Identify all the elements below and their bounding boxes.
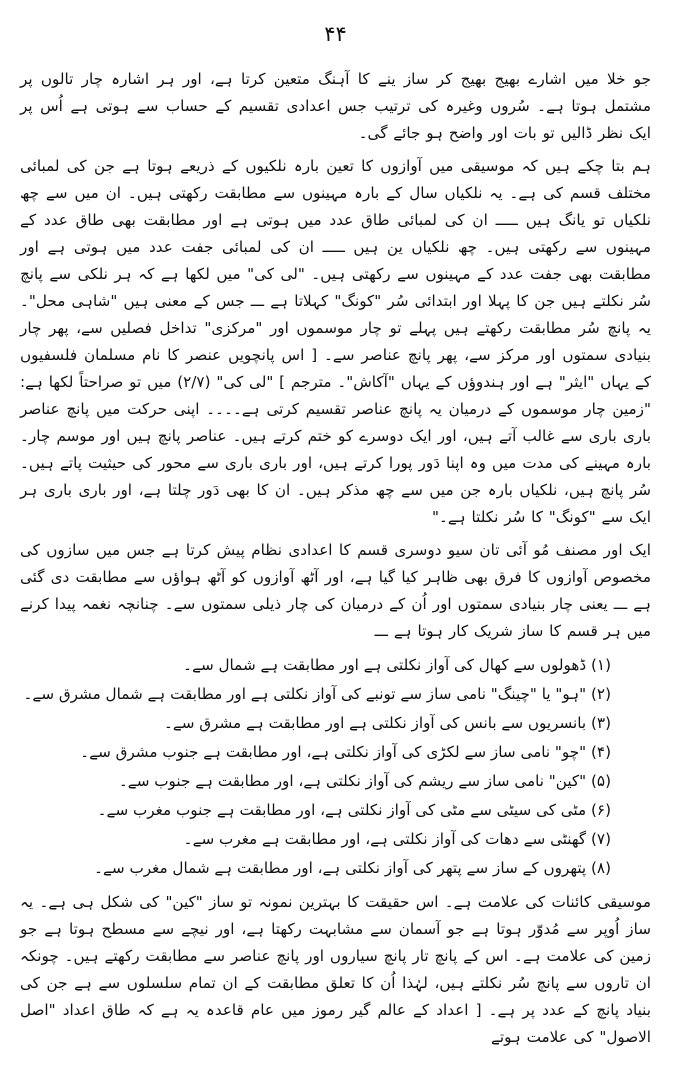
page-number: ۴۴ bbox=[324, 22, 347, 46]
paragraph: ایک اور مصنف مُو آئی تان سیو دوسری قسم کا اعدادی نظام پیش کرتا ہے جس میں سازوں کی مخصوص آوازوں کا فرق بھی ظاہر کیا گیا ہے، اور آٹھ آوازوں کو آٹھ ہواؤں سے مطابقت دی گئی ہے ـــ یعنی چار بنیادی سمتوں اور اُن کے درمیان کی چار ذیلی سمتوں سے۔ چنانچہ نغمہ پیدا کرنے میں ہر قسم کا ساز شریک کار ہوتا ہے ـــ bbox=[20, 541, 651, 640]
list-item: (۳) بانسریوں سے بانس کی آواز نکلتی ہے اور مطابقت ہے مشرق سے۔ bbox=[163, 714, 611, 732]
list-item: (۱) ڈھولوں سے کھال کی آواز نکلتی ہے اور مطابقت ہے شمال سے۔ bbox=[183, 656, 611, 674]
list-item: (۶) مٹی کی سیٹی سے مٹی کی آواز نکلتی ہے، اور مطابقت ہے جنوب مغرب سے۔ bbox=[97, 801, 611, 819]
paragraph: جو خلا میں اشارے بھیج بھیج کر ساز ینے کا آہنگ متعین کرتا ہے، اور ہر اشارہ چار تالوں پر مشتمل ہوتا ہے۔ سُروں وغیرہ کی ترتیب جس اعدادی تقسیم کے حساب سے ہوتی ہے اُس پر ایک نظر ڈالیں تو بات اور واضح ہو جائے گی۔ bbox=[20, 70, 651, 142]
closing-paragraph: موسیقی کائنات کی علامت ہے۔ اس حقیقت کا بہترین نمونہ تو ساز "کین" کی شکل ہی ہے۔ یہ ساز اُوپر سے مُدوّر ہوتا ہے جو آسمان سے مشابہت رکھتا ہے، اور نیچے سے مسطح ہوتا ہے جو زمین کی علامت ہے۔ اس کے پانچ تار پانچ سیاروں اور پانچ عناصر سے مطابقت رکھتے ہیں۔ چونکہ ان تاروں سے پانچ سُر نکلتے ہیں، لہٰذا اُن کا تعلق مطابقت کے ان تمام سلسلوں سے ہے جن کی بنیاد پانچ کے عدد پر ہے۔ [ اعداد کے عالم گیر رموز میں عام قاعدہ یہ ہے کہ طاق اعداد "اصل الاصول" کی علامت ہوتے bbox=[20, 893, 651, 1046]
list-item: (۴) "چو" نامی ساز سے لکڑی کی آواز نکلتی ہے، اور مطابقت ہے جنوب مشرق سے۔ bbox=[80, 743, 611, 761]
list-item: (۵) "کین" نامی ساز سے ریشم کی آواز نکلتی ہے، اور مطابقت ہے جنوب سے۔ bbox=[118, 772, 611, 790]
page-body bbox=[20, 66, 651, 1051]
paragraph: ہم بتا چکے ہیں کہ موسیقی میں آوازوں کا تعین بارہ نلکیوں کے ذریعے ہوتا ہے جن کی لمبائی مختلف قسم کی ہے۔ یہ نلکیاں سال کے بارہ مہینوں سے مطابقت رکھتی ہیں۔ ان میں سے چھ نلکیاں تو یانگ ہیں ـــــ ان کی لمبائی طاق عدد میں ہوتی ہے اور مطابقت بھی طاق عدد کے مہینوں سے رکھتی ہیں۔ چھ نلکیاں ین ہیں ـــــ ان کی لمبائی جفت عدد میں ہوتی ہے اور مطابقت بھی جفت عدد کے مہینوں سے رکھتی ہیں۔ "لی کی" میں لکھا ہے کہ ہر نلکی سے پانچ سُر نکلتے ہیں جن کا پہلا اور ابتدائی سُر "کونگ" کہلاتا ہے ـــ جس کے معنی ہیں "شاہی محل"۔ یہ پانچ سُر مطابقت رکھتے ہیں پہلے تو چار موسموں اور "مرکزی" تداخل فصلیں سے، پھر چار بنیادی سمتوں اور مرکز سے، پھر پانچ عناصر سے۔ [ اس پانچویں عنصر کا نام مسلمان فلسفیوں کے یہاں "ایثر" ہے اور ہندوؤں کے یہاں "آکاش"۔ مترجم ] "لی کی" (۲/۷) میں تو صراحتاً لکھا ہے: "زمین چار موسموں کے درمیان یہ پانچ عناصر تقسیم کرتی ہے۔۔۔۔ اپنی حرکت میں پانچ عناصر باری باری سے غالب آتے ہیں، اور ایک دوسرے کو ختم کرتے ہیں۔ عناصر پانچ ہیں اور موسم چار۔ بارہ مہینے کی مدت میں وہ اپنا دَور پورا کرتے ہیں، اور باری باری سے محور کی حیثیت پاتے ہیں۔ سُر پانچ ہیں، نلکیاں بارہ جن میں سے چھ مذکر ہیں۔ ان کا بھی دَور چلتا ہے، اور باری باری ہر ایک سے "کونگ" کا سُر نکلتا ہے۔" bbox=[20, 157, 651, 526]
list-item: (۲) "ہو" یا "چینگ" نامی ساز سے تونبے کی آواز نکلتی ہے اور مطابقت ہے شمال مشرق سے۔ bbox=[23, 685, 611, 703]
list-item: (۷) گھنٹی سے دھات کی آواز نکلتی ہے، اور مطابقت ہے مغرب سے۔ bbox=[183, 830, 611, 848]
instrument-list bbox=[20, 651, 621, 883]
list-item: (۸) پتھروں کے ساز سے پتھر کی آواز نکلتی ہے، اور مطابقت ہے شمال مغرب سے۔ bbox=[94, 859, 611, 877]
